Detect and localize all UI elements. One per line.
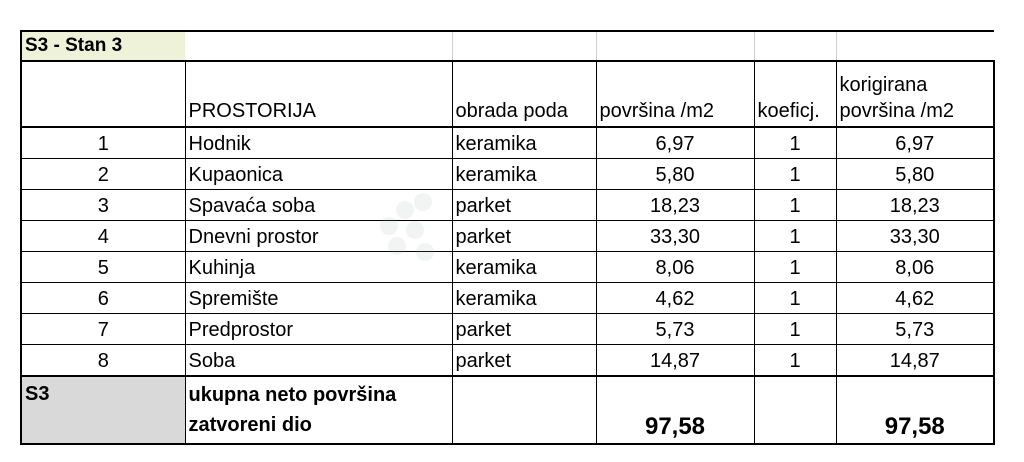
- room-name: Dnevni prostor: [185, 221, 452, 252]
- room-area: 5,80: [596, 159, 754, 190]
- table-row: [21, 345, 994, 377]
- floor-finish: parket: [452, 190, 596, 221]
- total-area: 97,58: [596, 376, 754, 444]
- title-empty-cell: [754, 31, 836, 61]
- room-name: Spavaća soba: [185, 190, 452, 221]
- table-row: [21, 283, 994, 314]
- floor-finish: parket: [452, 314, 596, 345]
- room-area: 8,06: [596, 252, 754, 283]
- room-area: 6,97: [596, 127, 754, 159]
- room-name: Kupaonica: [185, 159, 452, 190]
- room-corrected-area: 8,06: [836, 252, 994, 283]
- row-number: 5: [21, 252, 185, 283]
- sheet-title: S3 - Stan 3: [21, 31, 185, 61]
- total-code: S3: [21, 376, 185, 444]
- room-coefficient: 1: [754, 159, 836, 190]
- room-corrected-area: 33,30: [836, 221, 994, 252]
- table-row: [21, 252, 994, 283]
- row-number: 4: [21, 221, 185, 252]
- room-name: Hodnik: [185, 127, 452, 159]
- room-rows: [21, 127, 994, 376]
- row-number: 2: [21, 159, 185, 190]
- title-empty-cell: [452, 31, 596, 61]
- row-number: 6: [21, 283, 185, 314]
- room-coefficient: 1: [754, 252, 836, 283]
- room-name: Predprostor: [185, 314, 452, 345]
- room-coefficient: 1: [754, 190, 836, 221]
- header-row: [21, 61, 994, 127]
- floor-finish: keramika: [452, 252, 596, 283]
- room-corrected-area: 4,62: [836, 283, 994, 314]
- room-corrected-area: 5,80: [836, 159, 994, 190]
- room-area: 5,73: [596, 314, 754, 345]
- row-number: 3: [21, 190, 185, 221]
- room-area: 33,30: [596, 221, 754, 252]
- area-table: [20, 30, 995, 445]
- header-number: [21, 61, 185, 127]
- floor-finish: parket: [452, 221, 596, 252]
- room-corrected-area: 14,87: [836, 345, 994, 377]
- room-coefficient: 1: [754, 127, 836, 159]
- header-room: PROSTORIJA: [185, 61, 452, 127]
- room-area: 4,62: [596, 283, 754, 314]
- floor-finish: parket: [452, 345, 596, 377]
- header-floor: obrada poda: [452, 61, 596, 127]
- title-row: [21, 31, 994, 61]
- total-row: [21, 376, 994, 444]
- floor-finish: keramika: [452, 127, 596, 159]
- room-area: 18,23: [596, 190, 754, 221]
- room-corrected-area: 5,73: [836, 314, 994, 345]
- row-number: 1: [21, 127, 185, 159]
- table-row: [21, 159, 994, 190]
- room-coefficient: 1: [754, 314, 836, 345]
- row-number: 7: [21, 314, 185, 345]
- header-corrected-area: korigirana površina /m2: [836, 61, 994, 127]
- total-empty-cell: [452, 376, 596, 444]
- total-label: ukupna neto površina zatvoreni dio: [185, 376, 452, 444]
- title-empty-cell: [836, 31, 994, 61]
- room-area: 14,87: [596, 345, 754, 377]
- floor-finish: keramika: [452, 283, 596, 314]
- header-coefficient: koeficj.: [754, 61, 836, 127]
- table-row: [21, 127, 994, 159]
- room-corrected-area: 18,23: [836, 190, 994, 221]
- room-coefficient: 1: [754, 221, 836, 252]
- total-corrected-area: 97,58: [836, 376, 994, 444]
- room-name: Spremište: [185, 283, 452, 314]
- table-row: [21, 221, 994, 252]
- room-name: Kuhinja: [185, 252, 452, 283]
- title-empty-cell: [185, 31, 452, 61]
- total-empty-cell: [754, 376, 836, 444]
- header-area: površina /m2: [596, 61, 754, 127]
- room-coefficient: 1: [754, 345, 836, 377]
- room-corrected-area: 6,97: [836, 127, 994, 159]
- room-name: Soba: [185, 345, 452, 377]
- room-coefficient: 1: [754, 283, 836, 314]
- title-empty-cell: [596, 31, 754, 61]
- table-row: [21, 314, 994, 345]
- floor-finish: keramika: [452, 159, 596, 190]
- row-number: 8: [21, 345, 185, 377]
- table-row: [21, 190, 994, 221]
